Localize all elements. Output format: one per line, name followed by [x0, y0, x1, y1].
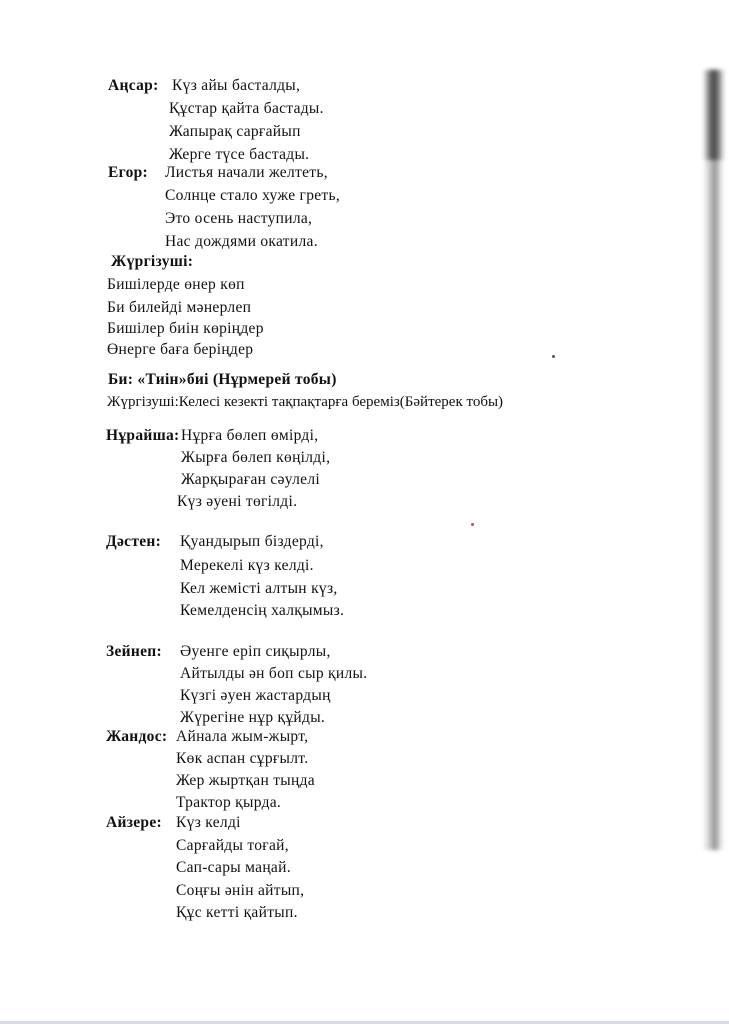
poem-line: Күз әуені төгілді. [177, 493, 298, 510]
scan-speck [471, 523, 474, 526]
poem-line: Это осень наступила, [165, 210, 313, 227]
poem-line: Айнала жым-жырт, [176, 728, 309, 745]
poem-line: Қуандырып біздерді, [180, 533, 324, 550]
poem-line: Солнце стало хуже греть, [165, 187, 341, 204]
poem-line: Жүрегіне нұр құйды. [180, 709, 326, 726]
speaker-label: Зейнеп: [106, 643, 162, 660]
poem-line: Нас дождями окатила. [165, 233, 318, 250]
poem-line: Өнерге баға беріңдер [107, 341, 254, 358]
poem-line: Листья начали желтеть, [165, 164, 328, 181]
poem-line: Сап-сары маңай. [176, 859, 291, 876]
poem-line: Жапырақ сарғайып [169, 123, 301, 140]
speaker-label: Дәстен: [106, 533, 162, 550]
poem-line: Кел жемісті алтын күз, [180, 580, 338, 597]
poem-line: Жырға бөлеп көңілді, [181, 449, 331, 466]
speaker-label: Жүргізуші: [111, 253, 194, 270]
poem-line: Әуенге еріп сиқырлы, [180, 643, 331, 660]
scan-edge-shadow [703, 70, 725, 160]
poem-line: Би билейді мәнерлеп [107, 299, 252, 316]
poem-line: Күз айы басталды, [172, 77, 301, 94]
poem-line: Айтылды ән боп сыр қилы. [180, 665, 368, 682]
host-announcement: Жүргізуші:Келесі кезекті тақпақтарға береміз(Бәйтерек тобы) [107, 394, 504, 410]
poem-line: Мерекелі күз келді. [180, 557, 314, 574]
poem-line: Жер жыртқан тыңда [176, 772, 315, 789]
poem-line: Жерге түсе бастады. [169, 146, 310, 163]
poem-line: Сарғайды тоғай, [176, 837, 289, 854]
speaker-label: Егор: [108, 164, 149, 181]
poem-line: Бишілерде өнер көп [107, 276, 245, 293]
poem-line: Көк аспан сұрғылт. [176, 750, 309, 767]
poem-line: Күз келді [176, 814, 241, 831]
poem-line: Соңғы әнін айтып, [176, 882, 305, 899]
poem-line: Нұрға бөлеп өмірді, [181, 427, 319, 444]
scan-edge-shadow [703, 70, 725, 850]
poem-line: Құс кетті қайтып. [176, 904, 298, 921]
poem-line: Кемелденсің халқымыз. [180, 602, 345, 619]
speaker-label: Нұрайша: [106, 427, 180, 444]
scan-speck [552, 355, 555, 358]
poem-line: Құстар қайта бастады. [169, 100, 324, 117]
poem-line: Жарқыраған сәулелі [181, 471, 320, 488]
poem-line: Күзгі әуен жастардың [180, 687, 331, 704]
poem-line: Трактор қырда. [176, 794, 282, 811]
speaker-label: Аңсар: [108, 77, 159, 94]
poem-line: Бишілер биін көріңдер [107, 320, 264, 337]
speaker-label: Айзере: [106, 814, 162, 831]
dance-title: Би: «Тиін»биі (Нұрмерей тобы) [108, 371, 337, 388]
speaker-label: Жандос: [106, 728, 168, 745]
